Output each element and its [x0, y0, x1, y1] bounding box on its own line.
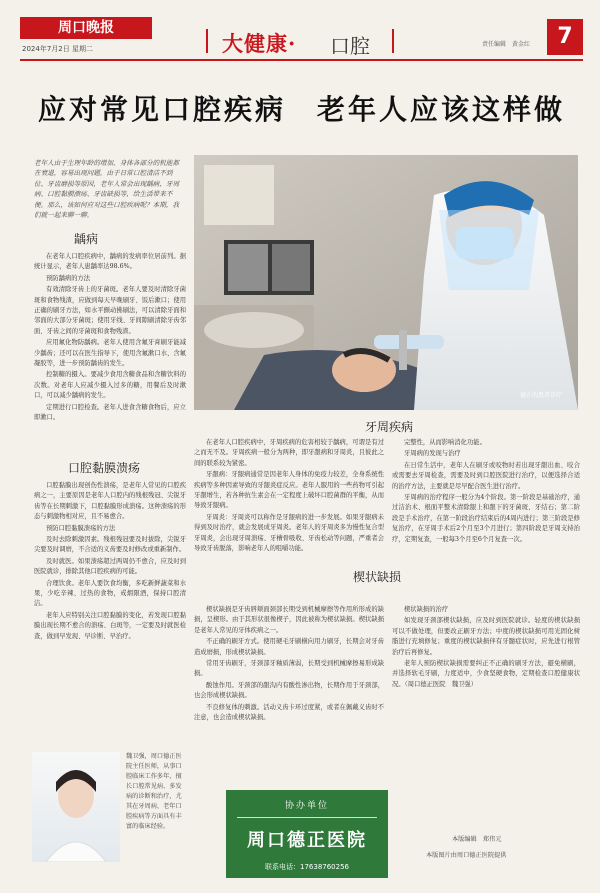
newspaper-logo: 周口晚报	[20, 17, 152, 39]
section-title-periodontal: 牙周疾病	[365, 420, 414, 434]
paragraph: 预防龋病的方法	[46, 274, 91, 282]
issue-date: 2024年7月2日 星期二	[22, 45, 93, 53]
paragraph: 不良修复体的刺激。活动义齿卡环过度紧，或者在佩戴义齿时不注意，也会造成楔状缺损。	[194, 703, 384, 722]
author-bio: 魏卫强，周口德正医院主任医师，从事口腔临床工作多年，擅长口腔常见病、多发病的诊断和治疗，尤其在牙周病、老年口腔疾病等方面具有丰富的临床经验。	[126, 753, 182, 830]
paragraph: 牙周病的发现与治疗	[404, 450, 461, 458]
section-title-mucosa: 口腔黏膜溃疡	[68, 461, 141, 475]
author-portrait-image	[32, 752, 120, 862]
paragraph: 楔状缺损是牙齿唇颊面颈部长期受到机械摩擦等作用所形成的缺损，呈楔形。由于其形状很像楔子，因此被称为楔状缺损。楔状缺损是老年人常见的牙体疾病之一。	[194, 606, 384, 634]
paragraph: 酸蚀作用。牙颈部的龈沟内有酸性渗出物，长期作用于牙颈部，也会形成楔状缺损。	[194, 681, 384, 700]
section-body-mucosa	[34, 481, 186, 744]
paragraph: 合理饮食。老年人要饮食均衡，多吃新鲜蔬菜和水果，少吃辛辣、过热的食物，戒烟限酒，保持口腔清洁。	[34, 579, 186, 608]
paragraph: 有效清除牙齿上的牙菌斑。老年人要及时清除牙菌斑和食物残渣，应做到每天早晚刷牙、饭后漱口；使用正确的刷牙方法，如水平颤动拂刷法，可以清除牙面和邻面的大部分牙菌斑；使用牙线、牙间隙刷清除牙齿邻面、牙齿之间的牙菌斑和食物残渣。	[34, 286, 186, 335]
co-organizer-box	[226, 790, 388, 878]
dentist-photo	[194, 155, 578, 410]
section-body-wedge-defect-right	[392, 605, 580, 783]
paragraph: 不正确的刷牙方式。使用硬毛牙刷横向用力刷牙，长期会对牙齿造成磨损，形成楔状缺损。	[194, 638, 384, 656]
responsible-editor: 责任编辑 黄金红	[482, 41, 531, 48]
photo-credit: 本版图片由周口德正医院提供	[426, 852, 507, 859]
section-body-periodontal-right	[392, 438, 580, 566]
author-photo	[32, 752, 120, 862]
section-title-wedge-defect: 楔状缺损	[353, 570, 402, 584]
paragraph: 牙龈病：牙龈病通常是因老年人身体的免疫力较差，全身系统性疾病等多种因素导致的牙龈炎症反应。老年人服用的一些药物可引起牙龈增生，若各种抗生素会在一定程度上破坏口腔菌群的平衡，从而导致牙龈病。	[194, 471, 384, 510]
paragraph: 常用牙齿刷牙，牙颈部牙釉质薄弱，长期受到机械摩擦易形成缺损。	[194, 660, 384, 678]
section-body-caries	[34, 252, 186, 450]
dentist-treating-patient-image	[194, 155, 578, 410]
paragraph: 老年人预防楔状缺损需要纠正不正确的刷牙方法，避免横刷，并选择软毛牙刷，力度适中，少食坚硬食物，定期检查口腔健康状况。（周口德正医院 魏卫强）	[392, 660, 580, 688]
hospital-name: 周口德正医院	[247, 830, 367, 851]
paragraph: 楔状缺损的治疗	[404, 606, 449, 613]
intro-text: 老年人由于生理年龄的增加，身体各部分的机能都在衰退，容易出现问题。由于日常口腔清洁不到位、牙齿磨损等原因，老年人常会出现龋病、牙周病、口腔黏膜溃疡、牙齿缺损等，给生活带来不便。那么，该如何应对这些口腔疾病呢？本期，我们就一起来聊一聊。	[34, 159, 180, 220]
paragraph: 预防口腔黏膜溃疡的方法	[46, 524, 116, 532]
paragraph: 控制糖的摄入。要减少食用含糖食品和含糖饮料的次数。对老年人应减少摄入过多的糖，用餐后及时漱口，可以减少龋病的发生。	[34, 371, 186, 400]
paragraph: 牙周炎：牙周炎可以称作是牙龈病的进一步发展。如果牙龈病未得到及时治疗，就会发展成牙周炎。老年人的牙周炎多为慢性复合型牙周炎，会出现牙周溃疡、牙槽骨吸收、牙齿松动等问题，严重者会导致牙齿脱落，影响老年人的咀嚼功能。	[194, 513, 384, 553]
masthead-rule	[20, 59, 583, 61]
section-subname: 口腔	[330, 34, 370, 58]
paragraph: 定期进行口腔检查。老年人进食含糖食物后，应立即漱口。	[34, 403, 186, 422]
paragraph: 及时就医。如果溃疡超过两周仍不愈合，应及时到医院就诊，排除其他口腔疾病的可能。	[34, 557, 186, 576]
paragraph: 口腔黏膜出现创伤性溃疡，是老年人常见的口腔疾病之一，主要原因是老年人口腔内的残根残冠、尖锐牙齿等在长期刺激下，口腔黏膜形成溃疡。这种溃疡的形态与刺激物相对应，且不易愈合。	[34, 482, 186, 521]
paragraph: 老年人应特别关注口腔黏膜的变化，若发现口腔黏膜出现长期不愈合的溃疡、白斑等，一定要及时就医检查，做到早发现、早诊断、早治疗。	[34, 611, 186, 640]
section-body-wedge-defect-left	[194, 605, 384, 783]
photo-caption: 德正的患者诊疗	[520, 392, 563, 399]
paragraph: 应用氟化物防龋病。老年人使用含氟牙膏刷牙能减少龋齿；还可以在医生指导下，使用含氟漱口水、含氟凝胶等，进一步预防龋齿的发生。	[34, 339, 186, 368]
paragraph: 牙周病的治疗程序一般分为4个阶段。第一阶段是基础治疗，通过洁治术、根面平整术清除龈上和龈下的牙菌斑、牙结石；第二阶段是手术治疗，在第一阶段治疗结束后的4周内进行；第三阶段是修复治疗，在牙周手术后2个月至3个月进行；第四阶段是牙周支持治疗，定期复查，一般每3个月至6个月复查一次。	[392, 494, 580, 543]
section-title-caries: 龋病	[74, 232, 99, 246]
paragraph: 在老年人口腔疾病中，牙周疾病的危害相较于龋病，可谓是有过之而无不及。牙周疾病一般分为两种，即牙龈病和牙周炎，且彼此之间的联系较为紧密。	[194, 439, 384, 467]
page-editor-credit: 本版编辑 郑伟元	[452, 836, 502, 843]
page-number: 7	[547, 19, 583, 55]
paragraph: 如发现牙颈部楔状缺损，应及时到医院就诊。轻度的楔状缺损可以不做处理，但要改正刷牙方法；中度的楔状缺损可用光固化树脂进行充填修复；重度的楔状缺损伴有牙髓症状时，应先进行根管治疗后再修复。	[392, 617, 580, 656]
section-name: 大健康·	[222, 31, 297, 56]
paragraph: 在老年人口腔疾病中，龋病的发病率位居前列。据统计显示，老年人患龋率达98.6%。	[34, 253, 186, 271]
hospital-phone: 联系电话：17638760256	[265, 863, 349, 871]
masthead	[0, 0, 600, 60]
co-organizer-label: 协办单位	[284, 801, 329, 811]
co-organizer-divider	[237, 817, 377, 818]
paragraph: 及时去除刺激因素。残根残冠要及时拔除，尖锐牙尖要及时调磨，不合适的义齿要及时修改或重新制作。	[34, 536, 186, 554]
paragraph: 在日常生活中，老年人在刷牙或咬物时若出现牙龈出血、咬合或需要去牙周检查，需要及时到口腔医院进行治疗，以便选择合适的治疗方法，主要就是尽早配合医生进行治疗。	[392, 461, 580, 490]
page-headline: 应对常见口腔疾病 老年人应该这样做	[37, 93, 565, 126]
paragraph: 完整性，从而影响消化功能。	[404, 439, 486, 446]
section-body-periodontal-left	[194, 438, 384, 566]
